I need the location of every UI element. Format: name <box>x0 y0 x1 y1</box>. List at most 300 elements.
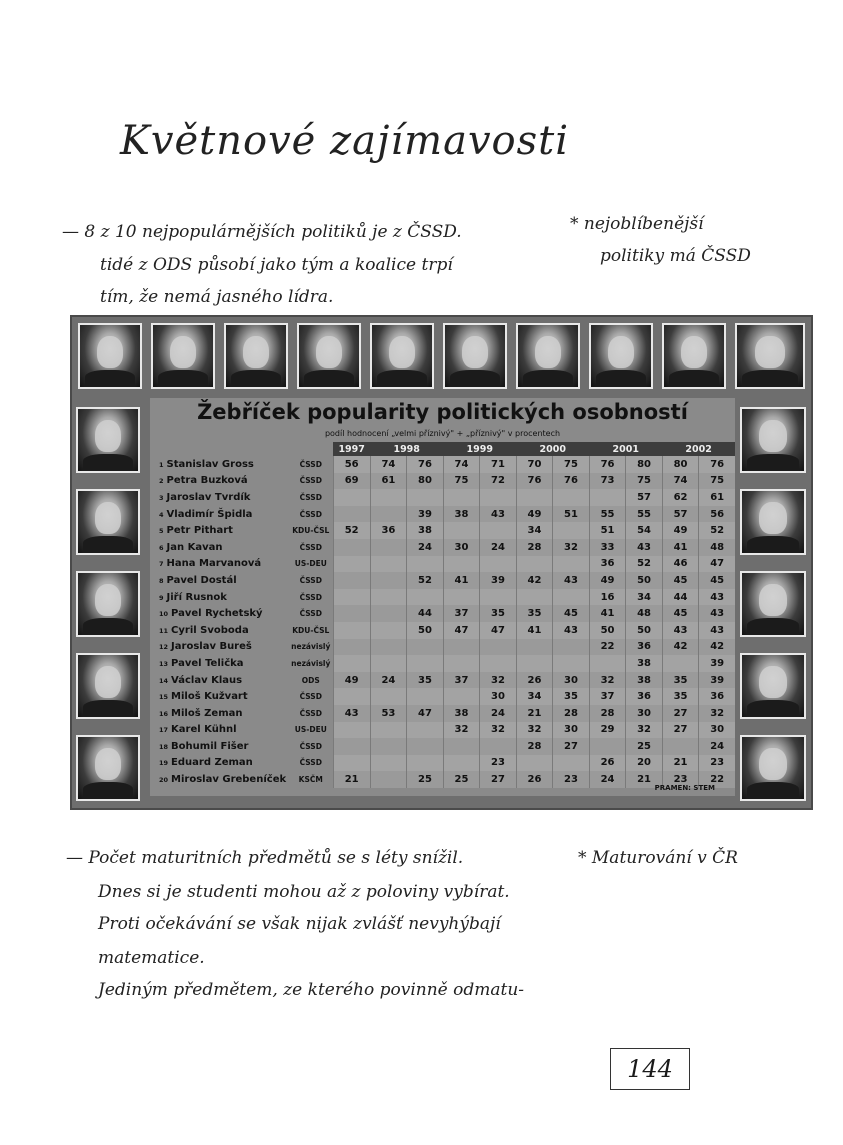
value-cell: 39 <box>480 572 517 589</box>
table-row <box>155 489 735 506</box>
value-cell <box>443 639 480 656</box>
party-label: ČSSD <box>299 758 322 768</box>
value-cell <box>662 738 699 755</box>
politician-photo <box>370 323 434 389</box>
politician-photo <box>735 323 805 389</box>
value-cell: 76 <box>407 456 444 473</box>
value-cell: 39 <box>699 655 735 672</box>
value-cell: 55 <box>589 506 626 523</box>
value-cell <box>370 489 407 506</box>
politician-photo <box>740 735 806 801</box>
politician-name-cell <box>155 522 289 539</box>
politician-photo <box>78 323 142 389</box>
value-cell: 75 <box>626 473 663 490</box>
politician-name-cell <box>155 589 289 606</box>
value-cell: 76 <box>553 473 590 490</box>
value-cell: 42 <box>516 572 553 589</box>
value-cell <box>516 755 553 772</box>
rank-number: 9 <box>159 593 164 602</box>
header-blank <box>155 442 333 456</box>
note-line: — 8 z 10 nejpopulárnějších politiků je z ČSSD. <box>62 222 462 242</box>
politician-name-cell <box>155 506 289 523</box>
value-cell: 28 <box>516 539 553 556</box>
value-cell: 38 <box>443 705 480 722</box>
value-cell: 56 <box>333 456 370 473</box>
value-cell <box>516 589 553 606</box>
politician-photo <box>740 489 806 555</box>
value-cell: 21 <box>662 755 699 772</box>
politician-name: Pavel Telička <box>171 657 244 669</box>
value-cell: 23 <box>662 771 699 788</box>
value-cell: 38 <box>626 672 663 689</box>
value-cell: 53 <box>370 705 407 722</box>
value-cell: 52 <box>626 556 663 573</box>
politician-photo <box>589 323 653 389</box>
politician-name-cell <box>155 572 289 589</box>
value-cell <box>407 755 444 772</box>
politician-name-cell <box>155 456 289 473</box>
politician-photo <box>516 323 580 389</box>
value-cell: 71 <box>480 456 517 473</box>
table-row <box>155 722 735 739</box>
value-cell: 52 <box>407 572 444 589</box>
value-cell <box>443 655 480 672</box>
value-cell <box>333 655 370 672</box>
party-label: nezávislý <box>291 658 331 668</box>
rank-number: 20 <box>159 776 169 785</box>
value-cell: 47 <box>407 705 444 722</box>
value-cell: 38 <box>443 506 480 523</box>
rank-number: 7 <box>159 560 164 569</box>
note-line: Proti očekávání se však nijak zvlášť nevyhýbají <box>98 914 501 934</box>
value-cell: 43 <box>662 622 699 639</box>
value-cell: 32 <box>589 672 626 689</box>
value-cell: 49 <box>333 672 370 689</box>
value-cell: 35 <box>553 688 590 705</box>
year-header: 1999 <box>443 442 516 456</box>
value-cell <box>333 489 370 506</box>
value-cell: 26 <box>516 672 553 689</box>
table-row <box>155 771 735 788</box>
politician-photo <box>76 735 140 801</box>
rank-number: 10 <box>159 610 169 619</box>
value-cell: 24 <box>480 705 517 722</box>
value-cell <box>333 755 370 772</box>
value-cell <box>516 489 553 506</box>
value-cell <box>370 605 407 622</box>
politician-name: Petra Buzková <box>166 475 248 487</box>
value-cell: 36 <box>626 639 663 656</box>
side-note: * Maturování v ČR <box>578 848 738 868</box>
value-cell <box>333 572 370 589</box>
value-cell: 34 <box>516 688 553 705</box>
value-cell: 76 <box>589 456 626 473</box>
value-cell <box>553 755 590 772</box>
note-line: matematice. <box>98 948 205 968</box>
value-cell: 30 <box>443 539 480 556</box>
rank-number: 2 <box>159 477 164 486</box>
table-row <box>155 456 735 473</box>
value-cell <box>553 489 590 506</box>
value-cell: 30 <box>553 672 590 689</box>
value-cell <box>480 522 517 539</box>
note-line: Dnes si je studenti mohou až z poloviny vybírat. <box>98 882 510 902</box>
politician-photo <box>151 323 215 389</box>
value-cell: 51 <box>553 506 590 523</box>
politician-name: Miloš Zeman <box>171 707 243 719</box>
value-cell: 48 <box>626 605 663 622</box>
value-cell: 42 <box>699 639 735 656</box>
value-cell: 45 <box>662 572 699 589</box>
value-cell <box>407 738 444 755</box>
party-label: ČSSD <box>299 509 322 519</box>
value-cell: 47 <box>480 622 517 639</box>
table-row <box>155 755 735 772</box>
politician-name: Stanislav Gross <box>166 458 254 470</box>
politician-photo <box>740 407 806 473</box>
value-cell: 35 <box>662 688 699 705</box>
value-cell <box>443 522 480 539</box>
value-cell <box>333 622 370 639</box>
value-cell <box>480 589 517 606</box>
value-cell: 22 <box>589 639 626 656</box>
value-cell <box>333 539 370 556</box>
value-cell: 24 <box>589 771 626 788</box>
table-row <box>155 522 735 539</box>
value-cell: 46 <box>662 556 699 573</box>
value-cell <box>370 771 407 788</box>
party-label: KDU-ČSL <box>292 526 330 536</box>
value-cell: 27 <box>662 705 699 722</box>
handwritten-heading: Květnové zajímavosti <box>120 118 570 164</box>
value-cell: 24 <box>699 738 735 755</box>
value-cell: 29 <box>589 722 626 739</box>
value-cell: 43 <box>553 622 590 639</box>
value-cell <box>553 556 590 573</box>
value-cell: 36 <box>589 556 626 573</box>
value-cell <box>443 556 480 573</box>
value-cell: 21 <box>333 771 370 788</box>
politician-photo <box>76 571 140 637</box>
value-cell: 43 <box>699 622 735 639</box>
newspaper-clipping <box>70 315 813 810</box>
value-cell: 80 <box>407 473 444 490</box>
politician-name-cell <box>155 622 289 639</box>
party-label: ČSSD <box>299 609 322 619</box>
politician-name-cell <box>155 672 289 689</box>
politician-name-cell <box>155 738 289 755</box>
politician-name: Jan Kavan <box>166 541 223 553</box>
rank-number: 13 <box>159 659 169 668</box>
politician-name-cell <box>155 755 289 772</box>
politician-name-cell <box>155 473 289 490</box>
value-cell: 74 <box>443 456 480 473</box>
party-label: ČSSD <box>299 542 322 552</box>
value-cell: 32 <box>626 722 663 739</box>
value-cell <box>370 639 407 656</box>
value-cell: 49 <box>662 522 699 539</box>
note-line: — Počet maturitních předmětů se s léty snížil. <box>66 848 464 868</box>
table-row <box>155 688 735 705</box>
year-header: 1998 <box>370 442 443 456</box>
value-cell: 55 <box>626 506 663 523</box>
rank-number: 17 <box>159 726 169 735</box>
value-cell: 45 <box>662 605 699 622</box>
value-cell: 32 <box>480 672 517 689</box>
value-cell: 30 <box>553 722 590 739</box>
value-cell: 36 <box>370 522 407 539</box>
politician-name: Bohumil Fišer <box>171 740 249 752</box>
value-cell: 23 <box>480 755 517 772</box>
value-cell: 73 <box>589 473 626 490</box>
value-cell: 21 <box>516 705 553 722</box>
politician-photo <box>224 323 288 389</box>
value-cell: 28 <box>516 738 553 755</box>
politician-name: Petr Pithart <box>166 525 233 537</box>
party-label: ČSSD <box>299 492 322 502</box>
value-cell: 61 <box>370 473 407 490</box>
value-cell: 74 <box>370 456 407 473</box>
value-cell: 16 <box>589 589 626 606</box>
party-label: ČSSD <box>299 692 322 702</box>
value-cell: 49 <box>516 506 553 523</box>
politician-name: Miloš Kužvart <box>171 691 248 703</box>
politician-name: Pavel Dostál <box>166 574 237 586</box>
popularity-table-panel <box>150 398 735 796</box>
value-cell: 35 <box>662 672 699 689</box>
value-cell <box>480 489 517 506</box>
politician-photo <box>740 571 806 637</box>
value-cell: 50 <box>407 622 444 639</box>
value-cell: 36 <box>626 688 663 705</box>
table-row <box>155 705 735 722</box>
side-note: politiky má ČSSD <box>600 246 751 266</box>
politician-name: Václav Klaus <box>171 674 243 686</box>
value-cell: 35 <box>516 605 553 622</box>
value-cell: 57 <box>662 506 699 523</box>
value-cell: 36 <box>699 688 735 705</box>
value-cell: 37 <box>589 688 626 705</box>
value-cell: 80 <box>626 456 663 473</box>
politician-photo <box>443 323 507 389</box>
value-cell: 27 <box>480 771 517 788</box>
politician-name-cell <box>155 722 289 739</box>
value-cell: 43 <box>553 572 590 589</box>
politician-name-cell <box>155 771 289 788</box>
rank-number: 14 <box>159 676 169 685</box>
value-cell <box>370 688 407 705</box>
value-cell: 69 <box>333 473 370 490</box>
value-cell: 44 <box>662 589 699 606</box>
rank-number: 4 <box>159 510 164 519</box>
politician-name: Hana Marvanová <box>166 558 262 570</box>
value-cell: 34 <box>626 589 663 606</box>
value-cell: 41 <box>443 572 480 589</box>
value-cell <box>370 572 407 589</box>
value-cell: 28 <box>553 705 590 722</box>
rank-number: 15 <box>159 693 169 702</box>
value-cell: 35 <box>480 605 517 622</box>
value-cell: 39 <box>407 506 444 523</box>
value-cell <box>443 755 480 772</box>
value-cell: 45 <box>553 605 590 622</box>
table-row <box>155 622 735 639</box>
value-cell: 74 <box>662 473 699 490</box>
party-label: US-DEU <box>294 725 327 735</box>
politician-name: Jiří Rusnok <box>166 591 227 603</box>
value-cell <box>407 489 444 506</box>
rank-number: 8 <box>159 576 164 585</box>
rank-number: 11 <box>159 626 169 635</box>
value-cell: 72 <box>480 473 517 490</box>
value-cell: 24 <box>407 539 444 556</box>
value-cell: 23 <box>699 755 735 772</box>
rank-number: 18 <box>159 742 169 751</box>
table-title: Žebříček popularity politických osobností <box>197 400 688 424</box>
value-cell: 45 <box>699 572 735 589</box>
value-cell <box>516 556 553 573</box>
table-row <box>155 506 735 523</box>
value-cell: 76 <box>699 456 735 473</box>
value-cell: 38 <box>407 522 444 539</box>
politician-name: Miroslav Grebeníček <box>171 774 287 786</box>
value-cell: 51 <box>589 522 626 539</box>
politician-photo <box>76 489 140 555</box>
value-cell <box>443 738 480 755</box>
value-cell: 52 <box>699 522 735 539</box>
politician-name: Karel Kühnl <box>171 724 237 736</box>
value-cell <box>443 589 480 606</box>
politician-photo <box>662 323 726 389</box>
value-cell: 76 <box>516 473 553 490</box>
value-cell <box>553 589 590 606</box>
table-row <box>155 556 735 573</box>
value-cell <box>662 655 699 672</box>
value-cell <box>333 589 370 606</box>
table-row <box>155 639 735 656</box>
value-cell <box>443 688 480 705</box>
value-cell: 47 <box>699 556 735 573</box>
value-cell: 32 <box>553 539 590 556</box>
politician-name: Pavel Rychetský <box>171 608 263 620</box>
note-line: tím, že nemá jasného lídra. <box>100 287 334 307</box>
value-cell <box>589 489 626 506</box>
politician-name: Vladimír Špidla <box>166 508 253 520</box>
value-cell: 50 <box>589 622 626 639</box>
value-cell: 33 <box>589 539 626 556</box>
table-row <box>155 738 735 755</box>
value-cell <box>333 506 370 523</box>
value-cell <box>589 738 626 755</box>
value-cell <box>480 655 517 672</box>
year-header: 2001 <box>589 442 662 456</box>
value-cell <box>553 639 590 656</box>
table-row <box>155 539 735 556</box>
value-cell: 43 <box>333 705 370 722</box>
politician-photo <box>76 407 140 473</box>
rank-number: 19 <box>159 759 169 768</box>
politician-name-cell <box>155 655 289 672</box>
value-cell: 21 <box>626 771 663 788</box>
popularity-table <box>155 442 735 788</box>
value-cell: 43 <box>626 539 663 556</box>
politician-name-cell <box>155 489 289 506</box>
value-cell <box>553 655 590 672</box>
value-cell <box>407 655 444 672</box>
party-label: ČSSD <box>299 741 322 751</box>
value-cell: 49 <box>589 572 626 589</box>
table-row <box>155 605 735 622</box>
value-cell: 54 <box>626 522 663 539</box>
value-cell <box>370 556 407 573</box>
value-cell <box>333 639 370 656</box>
value-cell <box>370 655 407 672</box>
value-cell <box>370 622 407 639</box>
value-cell <box>589 655 626 672</box>
value-cell: 37 <box>443 672 480 689</box>
year-header: 2002 <box>662 442 735 456</box>
value-cell <box>370 755 407 772</box>
politician-name: Jaroslav Tvrdík <box>166 491 251 503</box>
value-cell: 32 <box>516 722 553 739</box>
value-cell: 26 <box>516 771 553 788</box>
rank-number: 3 <box>159 493 164 502</box>
value-cell: 75 <box>553 456 590 473</box>
value-cell: 50 <box>626 622 663 639</box>
side-note: * nejoblíbenější <box>570 214 704 234</box>
value-cell <box>333 722 370 739</box>
value-cell: 30 <box>699 722 735 739</box>
value-cell <box>443 489 480 506</box>
value-cell <box>553 522 590 539</box>
value-cell: 47 <box>443 622 480 639</box>
politician-photo <box>76 653 140 719</box>
value-cell <box>516 655 553 672</box>
value-cell: 23 <box>553 771 590 788</box>
value-cell: 43 <box>699 589 735 606</box>
table-row <box>155 473 735 490</box>
value-cell: 32 <box>699 705 735 722</box>
value-cell: 75 <box>699 473 735 490</box>
value-cell <box>407 722 444 739</box>
party-label: nezávislý <box>291 642 331 652</box>
value-cell: 25 <box>407 771 444 788</box>
value-cell: 35 <box>407 672 444 689</box>
value-cell: 41 <box>662 539 699 556</box>
value-cell: 32 <box>443 722 480 739</box>
value-cell: 30 <box>480 688 517 705</box>
table-row <box>155 572 735 589</box>
politician-name-cell <box>155 539 289 556</box>
value-cell <box>407 556 444 573</box>
value-cell: 42 <box>662 639 699 656</box>
value-cell <box>516 639 553 656</box>
party-label: ODS <box>301 675 320 685</box>
politician-photo <box>740 653 806 719</box>
politician-name-cell <box>155 705 289 722</box>
year-header: 2000 <box>516 442 589 456</box>
value-cell <box>370 539 407 556</box>
value-cell <box>333 605 370 622</box>
value-cell: 41 <box>516 622 553 639</box>
party-label: KDU-ČSL <box>292 625 330 635</box>
value-cell: 56 <box>699 506 735 523</box>
politician-name: Cyril Svoboda <box>171 624 249 636</box>
table-row <box>155 655 735 672</box>
value-cell <box>407 639 444 656</box>
rank-number: 6 <box>159 543 164 552</box>
page-number: 144 <box>610 1048 690 1090</box>
